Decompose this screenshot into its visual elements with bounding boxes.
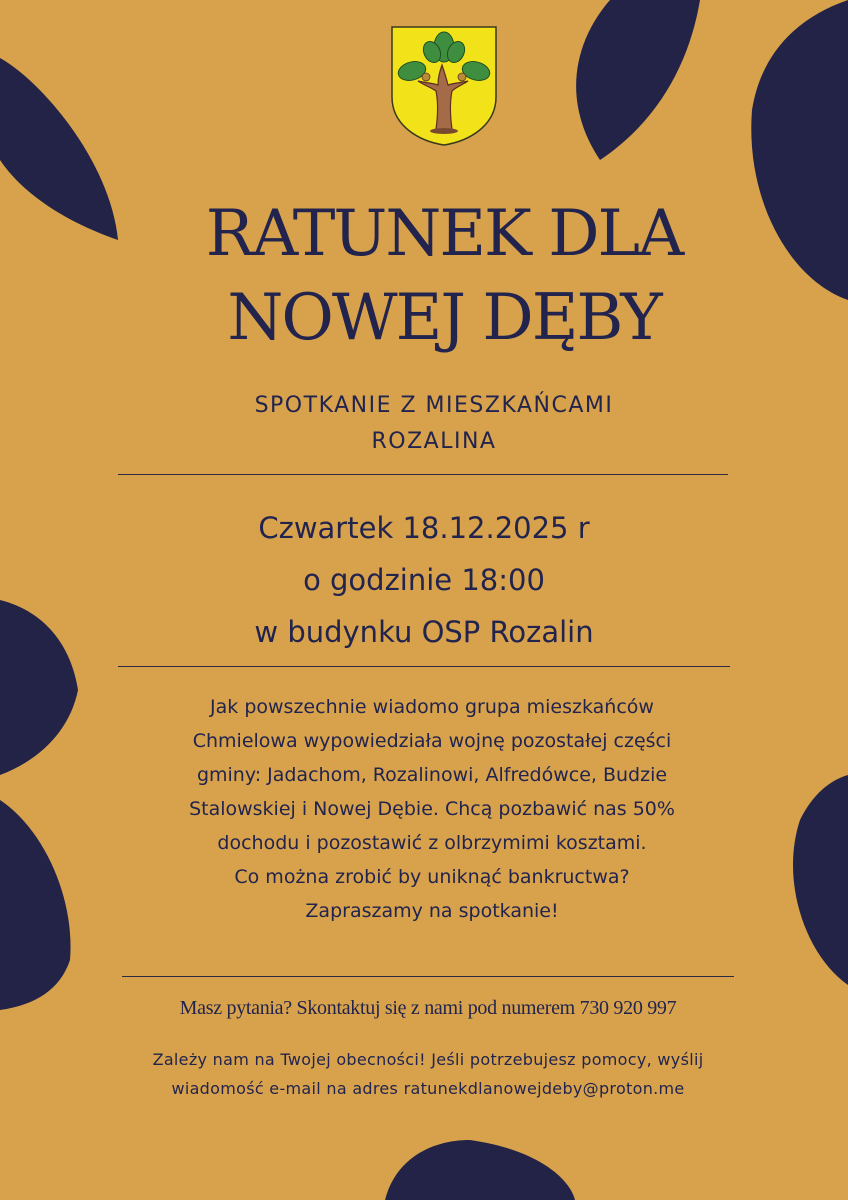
- description-line: gminy: Jadachom, Rozalinowi, Alfredówce, Budzie: [196, 764, 668, 786]
- divider-middle: [118, 666, 730, 667]
- divider-top: [118, 474, 728, 475]
- oak-tree-coat-of-arms-icon: [390, 25, 498, 147]
- title-line-1: RATUNEK DLA: [205, 197, 683, 271]
- event-location: w budynku OSP Rozalin: [254, 615, 594, 649]
- description-line: Stalowskiej i Nowej Dębie. Chcą pozbawić nas 50%: [189, 798, 675, 820]
- event-time: o godzinie 18:00: [303, 563, 545, 597]
- description-line: Chmielowa wypowiedziała wojnę pozostałej części: [192, 730, 672, 752]
- event-details: [0, 502, 848, 658]
- description-line: Zapraszamy na spotkanie!: [305, 900, 559, 922]
- event-date: Czwartek 18.12.2025 r: [258, 511, 590, 545]
- divider-bottom: [122, 976, 734, 977]
- footer-line-2: wiadomość e-mail na adres ratunekdlanowejdeby@proton.me: [171, 1079, 685, 1098]
- description: [8, 690, 848, 928]
- description-line: Jak powszechnie wiadomo grupa mieszkańców: [210, 696, 654, 718]
- poster-title: [20, 192, 848, 360]
- contact-line: Masz pytania? Skontaktuj się z nami pod numerem 730 920 997: [179, 997, 677, 1019]
- subtitle-line-1: SPOTKANIE Z MIESZKAŃCAMI: [254, 393, 614, 418]
- description-line: dochodu i pozostawić z olbrzymimi kosztami.: [217, 832, 647, 854]
- title-line-2: NOWEJ DĘBY: [227, 281, 661, 355]
- leaf-bottom: [385, 1140, 575, 1200]
- poster-subtitle: [10, 388, 848, 460]
- crest-ground: [430, 128, 458, 134]
- footer-note: [4, 1045, 848, 1103]
- leaf-top-right: [576, 0, 700, 160]
- subtitle-line-2: ROZALINA: [371, 429, 497, 454]
- footer-line-1: Zależy nam na Twojej obecności! Jeśli potrzebujesz pomocy, wyślij: [152, 1050, 704, 1069]
- description-line: Co można zrobić by uniknąć bankructwa?: [234, 866, 630, 888]
